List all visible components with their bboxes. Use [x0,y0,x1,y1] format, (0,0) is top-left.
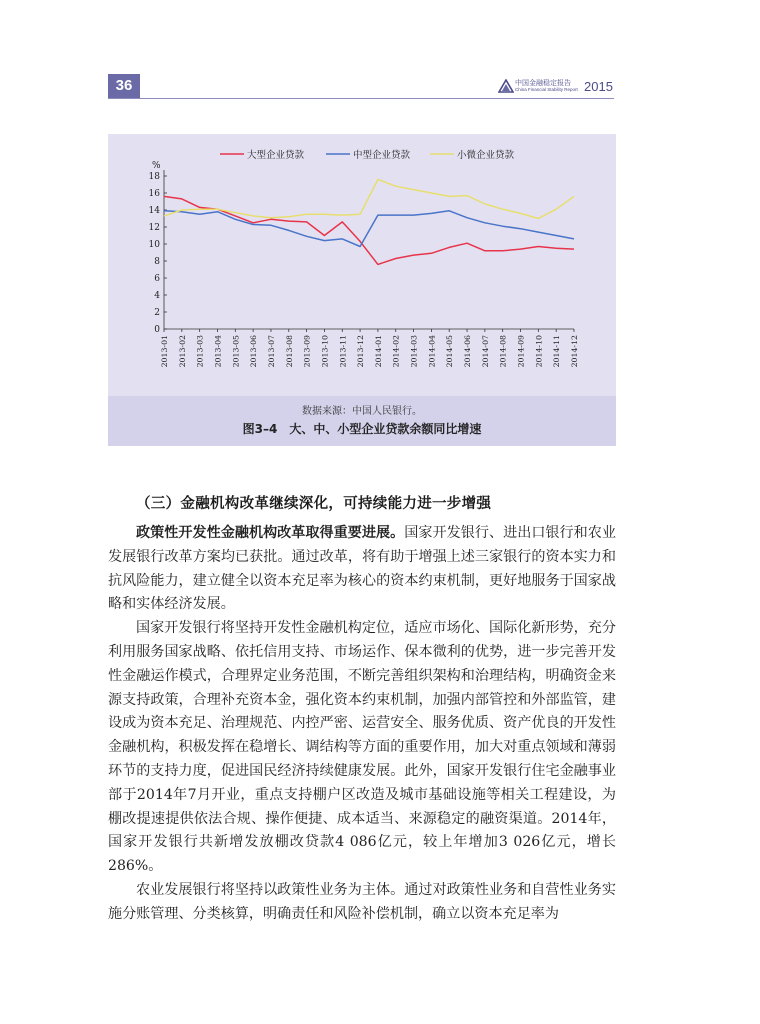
x-tick-label: 2013-04 [213,335,223,368]
loan-growth-line-chart [108,134,616,396]
y-tick-label: 8 [154,257,160,267]
y-tick-label: 6 [154,274,160,284]
triangle-logo-icon [498,79,514,93]
x-tick-label: 2014-07 [480,335,490,368]
paragraph-1 [108,522,616,617]
x-tick-label: 2013-05 [231,335,241,368]
y-tick-label: 0 [154,325,160,335]
x-tick-label: 2013-09 [302,335,312,368]
x-tick-label: 2013-11 [338,335,348,368]
body-text [108,522,616,927]
x-tick-label: 2014-04 [427,335,437,368]
x-tick-label: 2014-03 [409,335,419,368]
paragraph-1-lead: 政策性开发性金融机构改革取得重要进展。 [136,525,405,541]
paragraph-2: 国家开发银行将坚持开发性金融机构定位，适应市场化、国际化新形势，充分利用服务国家战略、依托信用支持、市场运作、保本微利的优势，进一步完善开发性金融运作模式，合理界定业务范围，不断完善组织架构和治理结构，明确资金来源支持政策，合理补充资本金，强化资本约束机制，加强内部管控和外部监管，建设成为资本充足、治理规范、内控严密、运营安全、服务优质、资产优良的开发性金融机构，积极发挥在稳增长、调结构等方面的重要作用，加大对重点领域和薄弱环节的支持力度，促进国民经济持续健康发展。此外，国家开发银行住宅金融事业部于2014年7月开业，重点支持棚户区改造及城市基础设施等相关工程建设，为棚改提速提供依法合规、操作便捷、成本适当、来源稳定的融资渠道。2014年，国家开发银行共新增发放棚改贷款4 086亿元，较上年增加3 026亿元，增长286%。 [108,620,616,875]
paragraph-1-body: 国家开发银行、进出口银行和农业发展银行改革方案均已获批。通过改革，将有助于增强上述三家银行的资本实力和抗风险能力，建立健全以资本充足率为核心的资本约束机制，更好地服务于国家战略和实体经济发展。 [108,525,616,613]
logo-title-cn: 中国金融稳定报告 [515,79,571,87]
legend-label-2: 中型企业贷款 [353,150,411,161]
paragraph-3: 农业发展银行将坚持以政策性业务为主体。通过对政策性业务和自营性业务实施分账管理、分类核算，明确责任和风险补偿机制，确立以资本充足率为 [108,881,616,922]
x-tick-label: 2013-03 [195,335,205,368]
section-heading: （三）金融机构改革继续深化，可持续能力进一步增强 [136,496,492,512]
y-tick-label: 2 [154,308,160,318]
legend-label-1: 大型企业贷款 [247,150,305,161]
y-tick-label: 10 [148,240,160,250]
x-tick-label: 2013-02 [177,335,187,368]
x-tick-label: 2013-06 [249,335,259,368]
x-tick-label: 2014-01 [373,335,383,368]
y-tick-label: 14 [148,206,160,216]
y-tick-label: 16 [148,189,160,199]
figure-caption: 图3–4 大、中、小型企业贷款余额同比增速 [242,422,482,436]
y-tick-label: 12 [148,223,160,233]
report-logo [498,77,616,97]
x-tick-label: 2014-02 [391,335,401,368]
y-axis-unit-label: % [152,161,161,171]
x-tick-label: 2014-12 [570,335,579,368]
x-tick-label: 2014-06 [463,335,473,368]
x-tick-label: 2013-10 [320,335,330,368]
page-number: 36 [108,74,140,98]
logo-title-en: China Financial Stability Report [515,87,578,92]
x-tick-label: 2014-05 [445,335,455,368]
x-tick-label: 2013-08 [284,335,294,368]
logo-year: 2015 [584,79,613,94]
x-tick-label: 2014-08 [498,335,508,368]
series-line-2 [164,211,574,247]
x-tick-label: 2014-09 [516,335,526,368]
x-tick-label: 2013-12 [356,335,366,368]
figure-source-note: 数据来源：中国人民银行。 [302,406,422,417]
y-tick-label: 4 [154,291,160,301]
x-tick-label: 2014-11 [552,335,562,368]
header-divider [108,98,614,99]
y-tick-label: 18 [148,172,160,182]
legend-label-3: 小微企业贷款 [457,150,515,161]
x-tick-label: 2014-10 [534,335,544,368]
x-tick-label: 2013-07 [266,335,276,368]
figure-caption-area [108,396,616,446]
x-tick-label: 2013-01 [160,335,169,368]
